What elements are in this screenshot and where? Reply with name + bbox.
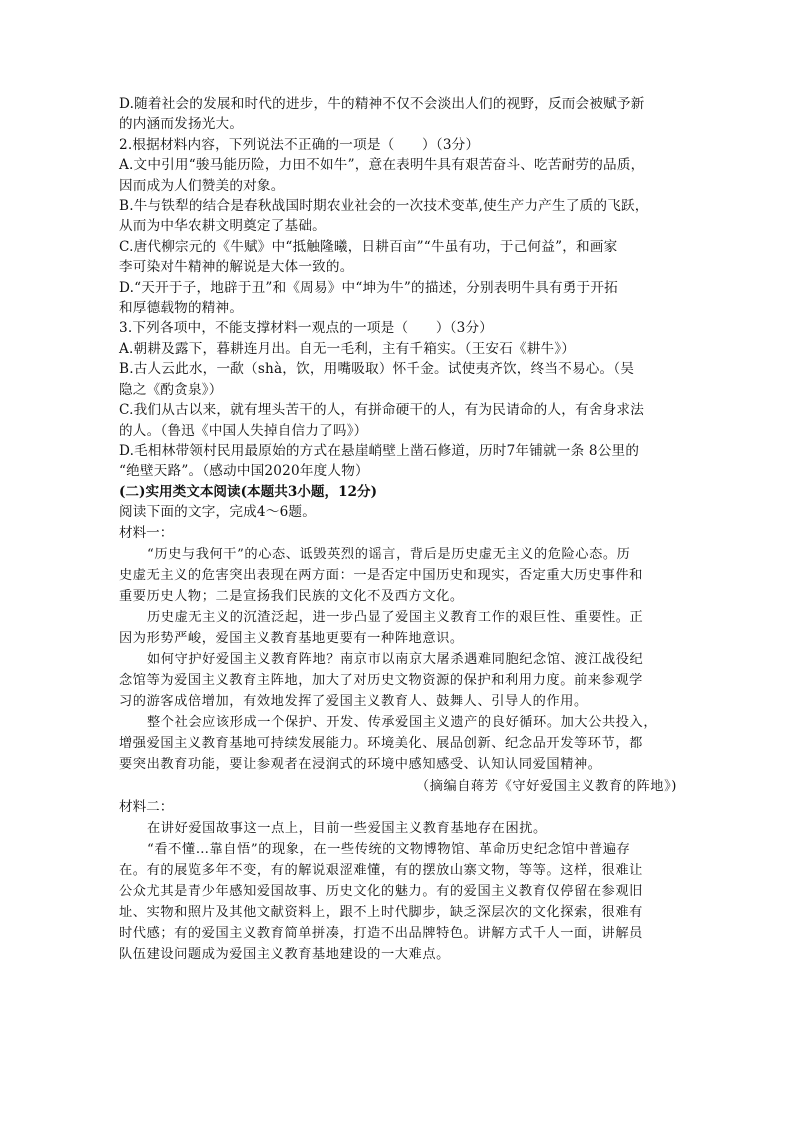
material-2 [119, 797, 677, 966]
text-line: 因为形势严峻，爱国主义教育基地更要有一种阵地意识。 [119, 630, 464, 646]
text-line: 历史虚无主义的沉渣泛起，进一步凸显了爱国主义教育工作的艰巨性、重要性。正 [147, 609, 644, 625]
text-line: 址、实物和照片及其他文献资料上，跟不上时代脚步，缺乏深层次的文化探索，很难有 [119, 905, 643, 921]
question-3 [119, 318, 677, 481]
text-line: 在。有的展览多年不变，有的解说艰涩难懂，有的摆放山寨文物，等等。这样，很难让 [119, 862, 643, 878]
option-line: 的人。（鲁迅《中国人失掉自信力了吗》） [119, 422, 368, 439]
option-line: B.牛与铁犁的结合是春秋战国时期农业社会的一次技术变革,使生产力产生了质的飞跃， [119, 198, 649, 215]
option-line: B.古人云此水，一歃（shà，饮，用嘴吸取）怀千金。试使夷齐饮，终当不易心。（吴 [119, 361, 635, 378]
option-line: 李可染对牛精神的解说是大体一致的。 [119, 259, 354, 276]
instruction: 阅读下面的文字，完成4～6题。 [119, 504, 317, 521]
material-label: 材料一： [119, 524, 174, 541]
material-1 [119, 523, 677, 797]
text-line: 如何守护好爱国主义教育阵地？南京市以南京大屠杀遇难同胞纪念馆、渡江战役纪 [147, 652, 644, 667]
text-line: 念馆等为爱国主义教育主阵地，加大了对历史文物资源的保护和利用力度。前来参观学 [119, 673, 643, 689]
option-line: D.毛相林带领村民用最原始的方式在悬崖峭壁上凿石修道，历时7年铺就一条 8公里的 [119, 442, 640, 459]
text-line: 要突出教育功能，要让参观者在浸润式的环境中感知感受、认知认同爱国精神。 [119, 757, 602, 773]
text-line: 的内涵而发扬光大。 [119, 116, 244, 133]
option-line: 隐之《酌贪泉》） [119, 381, 223, 398]
text-line: 增强爱国主义教育基地可持续发展能力。环境美化、展品创新、纪念品开发等环节，都 [119, 736, 643, 752]
text-line: D.随着社会的发展和时代的进步，牛的精神不仅不会淡出人们的视野，反而会被赋予新 [119, 96, 645, 112]
question-stem: 3.下列各项中，不能支撑材料一观点的一项是（ ）（3分） [119, 320, 494, 337]
exam-page [119, 94, 677, 965]
text-line: 整个社会应该形成一个保护、开发、传承爱国主义遗产的良好循环。加大公共投入， [147, 715, 658, 731]
text-line: 史虚无主义的危害突出表现在两方面：一是否定中国历史和现实，否定重大历史事件和 [119, 567, 643, 583]
option-line: A.文中引用“骏马能历险，力田不如牛”，意在表明牛具有艰苦奋斗、吃苦耐劳的品质， [119, 157, 645, 174]
option-line: “绝壁天路”。（感动中国2020年度人物） [119, 463, 369, 480]
q1-option-d [119, 94, 677, 135]
text-line: “历史与我何干”的心态、诋毁英烈的谣言，背后是历史虚无主义的危险心态。历 [147, 546, 631, 562]
option-line: 从而为中华农耕文明奠定了基础。 [119, 218, 326, 235]
option-line: 和厚德载物的精神。 [119, 300, 244, 317]
material-label: 材料二： [119, 798, 174, 815]
question-2 [119, 135, 677, 319]
option-line: C.唐代柳宗元的《牛赋》中“抵触隆曦，日耕百亩”“牛虽有功，于己何益”，和画家 [119, 238, 618, 255]
text-line: 公众尤其是青少年感知爱国故事、历史文化的魅力。有的爱国主义教育仅停留在参观旧 [119, 883, 643, 899]
text-line: “看不懂…靠自悟”的现象，在一些传统的文物博物馆、革命历史纪念馆中普遍存 [147, 841, 631, 857]
option-line: 因而成为人们赞美的对象。 [119, 177, 285, 194]
text-line: 重要历史人物；二是宣扬我们民族的文化不及西方文化。 [119, 588, 464, 604]
option-line: C.我们从古以来，就有埋头苦干的人，有拼命硬干的人，有为民请命的人，有舍身求法 [119, 402, 645, 419]
question-stem: 2.根据材料内容，下列说法不正确的一项是（ ）（3分） [119, 136, 480, 153]
text-line: 在讲好爱国故事这一点上，目前一些爱国主义教育基地存在困扰。 [147, 820, 547, 836]
source-citation: （摘编自蒋芳《守好爱国主义教育的阵地》) [415, 778, 677, 794]
option-line: D.“天开于子，地辟于丑”和《周易》中“坤为牛”的描述，分别表明牛具有勇于开拓 [119, 279, 618, 296]
text-line: 习的游客成倍增加，有效地发挥了爱国主义教育人、鼓舞人、引导人的作用。 [119, 694, 588, 710]
option-line: A.朝耕及露下，暮耕连月出。自无一毛利，主有千箱实。（王安石《耕牛》） [119, 340, 576, 357]
section-title: (二)实用类文本阅读(本题共3小题，12分) [119, 483, 378, 500]
text-line: 时代感；有的爱国主义教育简单拼凑，打造不出品牌特色。讲解方式千人一面，讲解员 [119, 926, 643, 942]
text-line: 队伍建设问题成为爱国主义教育基地建设的一大难点。 [119, 947, 450, 963]
